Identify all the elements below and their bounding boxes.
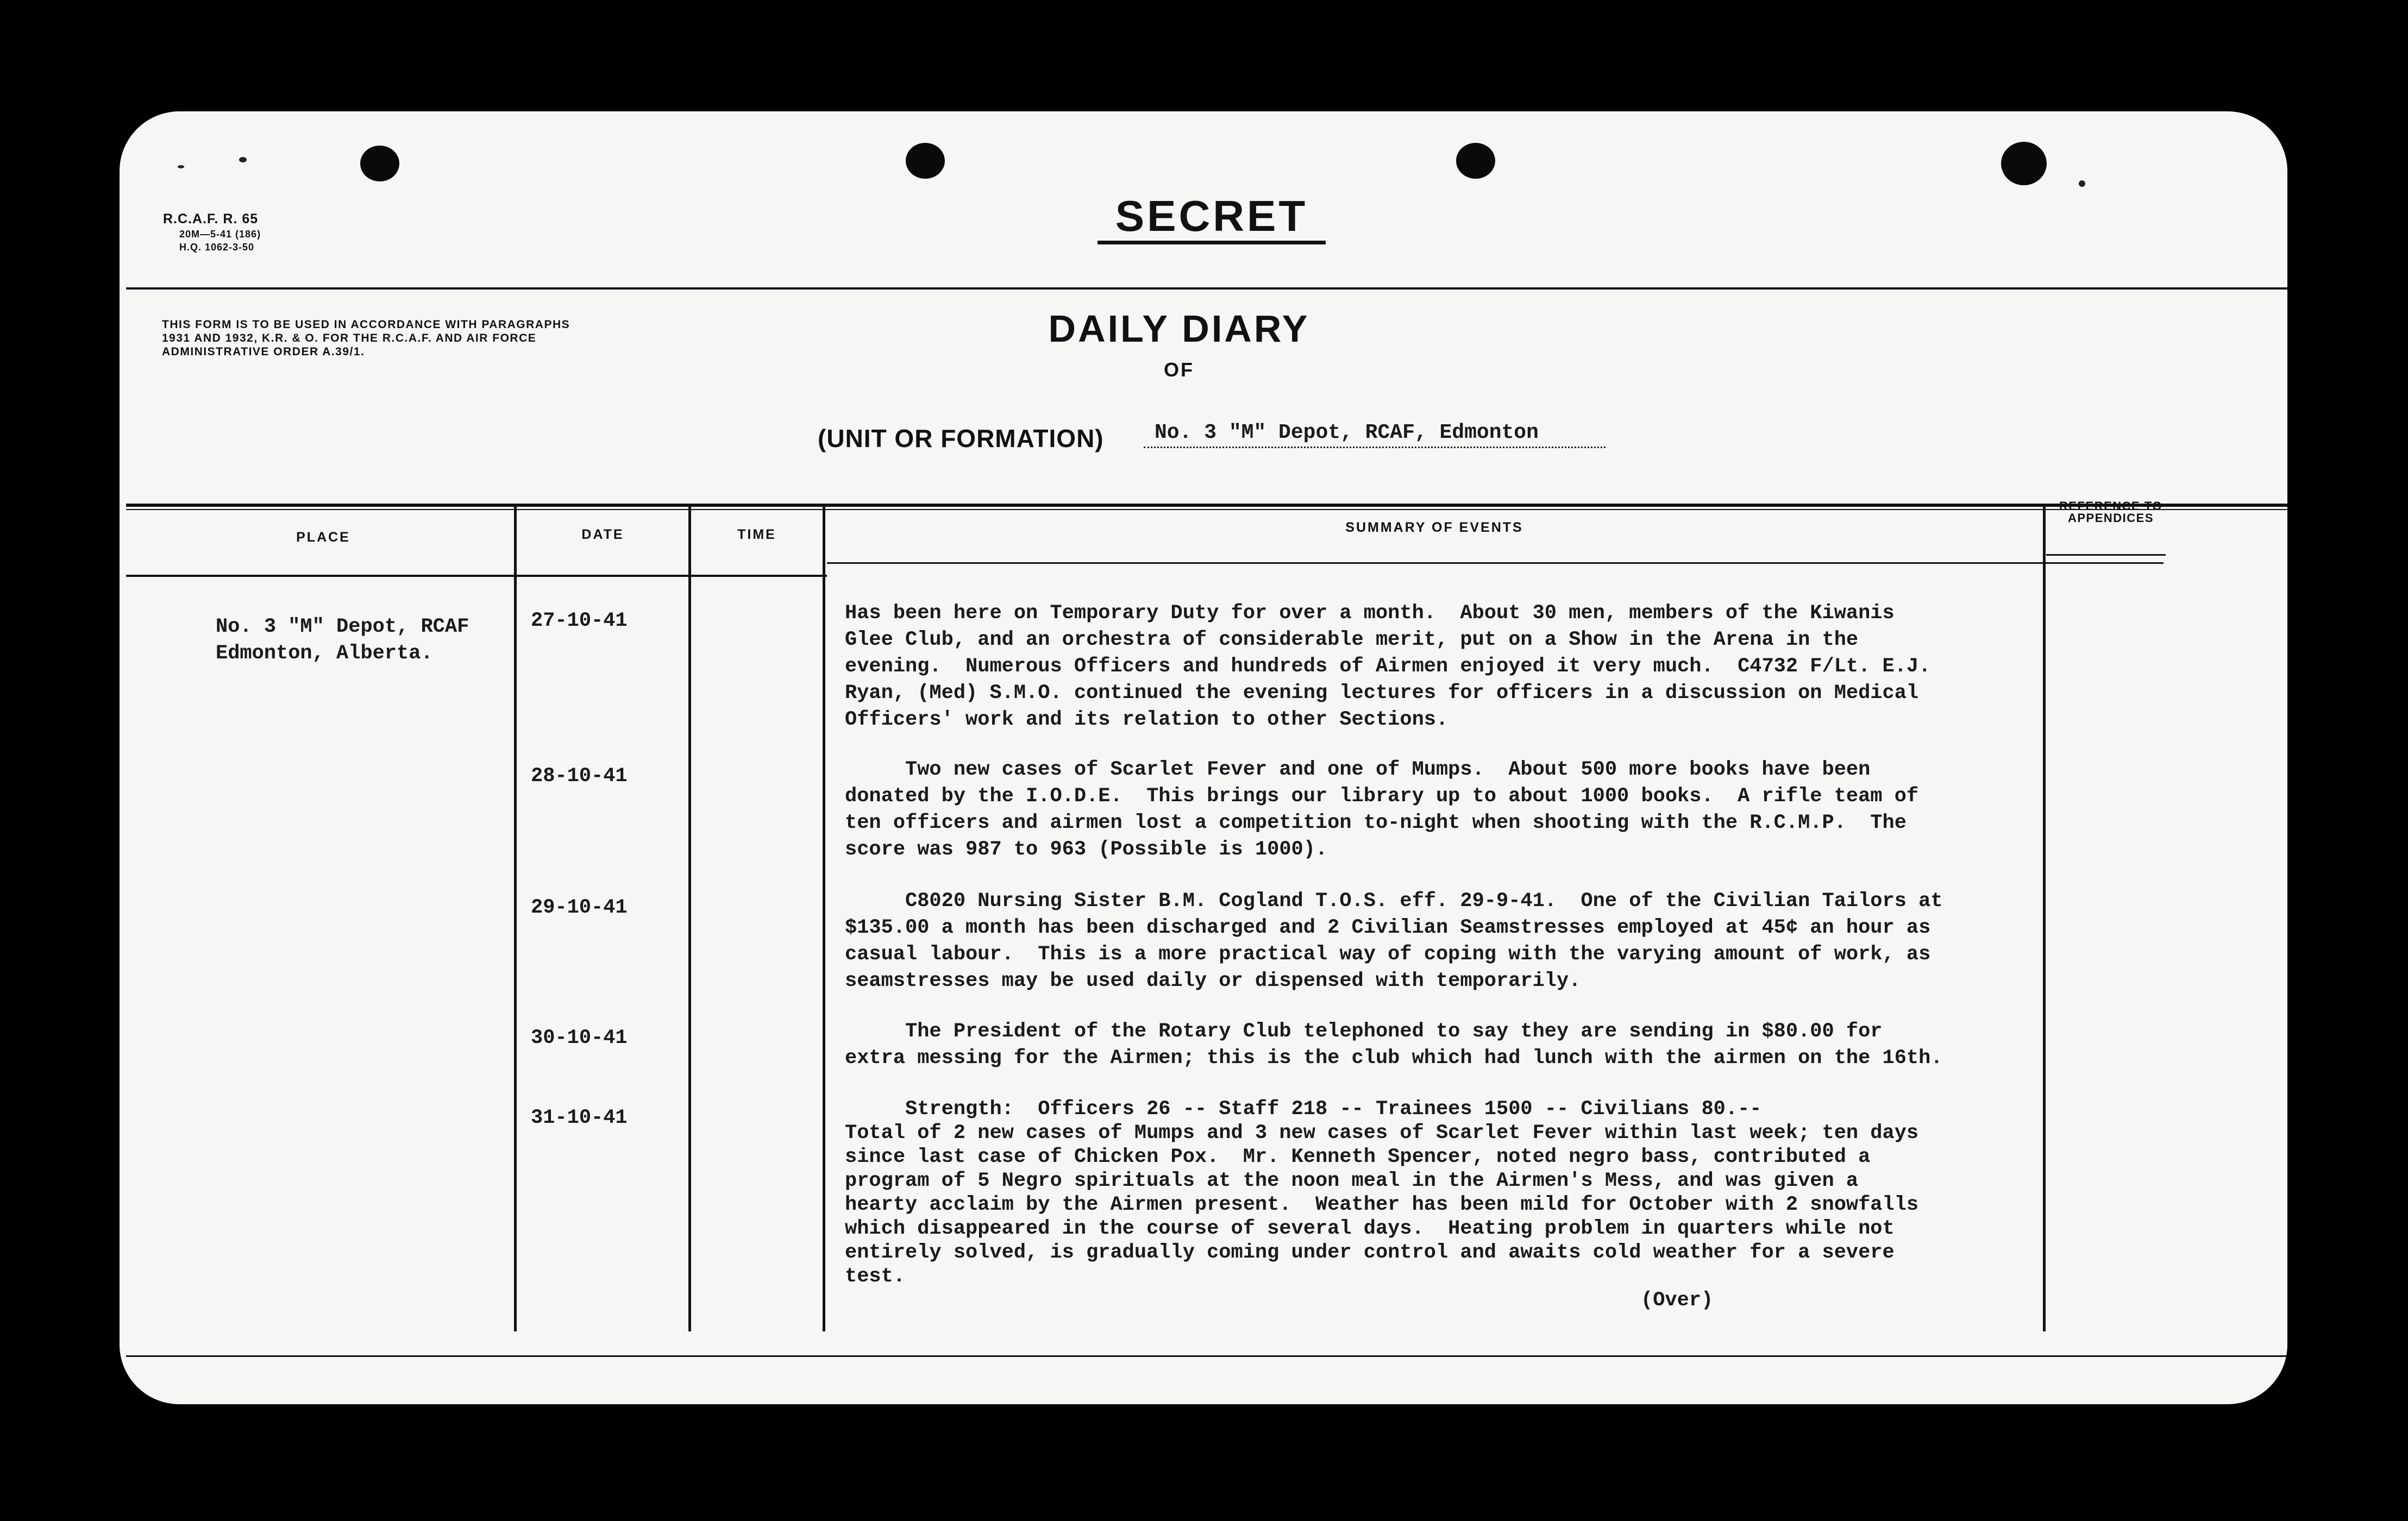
ink-speck (239, 157, 247, 162)
continuation-note: (Over) (1641, 1289, 1714, 1312)
entry-date: 29-10-41 (531, 896, 628, 919)
table-header-rule (827, 562, 2164, 564)
column-divider (823, 507, 825, 1331)
punch-hole (2001, 142, 2047, 185)
unit-value: No. 3 "M" Depot, RCAF, Edmonton (1144, 421, 1606, 448)
ink-speck (2079, 180, 2085, 187)
entry-summary: Has been here on Temporary Duty for over a month. About 30 men, members of the Kiwanis Glee Club, and an orchestra of considerable merit, put on a Show in the Arena in the evening. Numerous Officers and hundreds of Airmen enjoyed it very much. C4732 F/Lt. E.J. Ryan, (Med) S.M.O. continued the evening lectures for officers in a discussion on Medical Officers' work and its relation to other Sections. (845, 602, 1931, 731)
column-divider (514, 507, 517, 1331)
place-cell: No. 3 "M" Depot, RCAF Edmonton, Alberta. (216, 615, 469, 665)
form-title-of: OF (1164, 359, 1194, 381)
entry-summary: Two new cases of Scarlet Fever and one of Mumps. About 500 more books have been donated by the I.O.D.E. This brings our library up to about 1000 books. A rifle team of ten officers and airmen lost a competition to-night when shooting with the R.C.M.P. The score was 987 to 963 (Possible is 1000). (845, 758, 1919, 861)
form-print-code: 20M—5-41 (186) (179, 229, 261, 240)
column-header-date: DATE (581, 527, 624, 542)
punch-hole (1456, 143, 1495, 179)
diary-form-card (120, 111, 2287, 1404)
punch-hole (906, 143, 945, 179)
table-top-rule-thin (126, 509, 2287, 510)
unit-label: (UNIT OR FORMATION) (818, 424, 1104, 452)
form-number: R.C.A.F. R. 65 (163, 211, 259, 227)
entry-summary: Strength: Officers 26 -- Staff 218 -- Trainees 1500 -- Civilians 80.-- Total of 2 new cases of Mumps and 3 new cases of Scarlet Fever within last week; ten days since last case of Chicken Pox. Mr. Kenneth Spencer, noted negro bass, contributed a program of 5 Negro spirituals at the noon meal in the Airmen's Mess, and was given a hearty acclaim by the Airmen present. Weather has been mild for October with 2 snowfalls which disappeared in the course of several days. Heating problem in quarters while not entirely solved, is gradually coming under control and awaits cold weather for a severe test. (845, 1098, 1919, 1288)
entry-summary: C8020 Nursing Sister B.M. Cogland T.O.S. eff. 29-9-41. One of the Civilian Tailors at $135.00 a month has been discharged and 2 Civilian Seamstresses employed at 45¢ an hour as casual labour. This is a more practical way of coping with the varying amount of work, as seamstresses may be used daily or dispensed with temporarily. (845, 890, 1943, 992)
table-top-rule (126, 504, 2287, 507)
classification-heading: SECRET (1098, 193, 1326, 244)
header-divider (126, 287, 2287, 290)
column-header-summary: SUMMARY OF EVENTS (1345, 520, 1523, 535)
entry-summary: The President of the Rotary Club telephoned to say they are sending in $80.00 for extra messing for the Airmen; this is the club which had lunch with the airmen on the 16th. (845, 1020, 1943, 1070)
column-divider (688, 507, 691, 1331)
punch-hole (360, 146, 399, 181)
entry-date: 30-10-41 (531, 1027, 628, 1049)
form-title: DAILY DIARY (1048, 307, 1310, 350)
entry-date: 27-10-41 (531, 609, 628, 632)
entry-date: 31-10-41 (531, 1107, 628, 1129)
form-instructions: THIS FORM IS TO BE USED IN ACCORDANCE WITH PARAGRAPHS 1931 AND 1932, K.R. & O. FOR THE R.C.A.F. AND AIR FORCE ADMINISTRATIVE ORDER A.39/1. (162, 318, 570, 358)
column-header-place: PLACE (296, 530, 350, 545)
table-header-rule (126, 575, 827, 577)
form-identifier (163, 211, 261, 254)
ink-speck (178, 165, 184, 168)
entry-date: 28-10-41 (531, 765, 628, 788)
column-header-time: TIME (737, 527, 776, 542)
table-bottom-rule (126, 1355, 2287, 1357)
table-header-rule (2046, 554, 2166, 556)
form-hq-reference: H.Q. 1062-3-50 (179, 242, 255, 253)
column-header-reference: REFERENCE TO APPENDICES (2059, 499, 2162, 525)
